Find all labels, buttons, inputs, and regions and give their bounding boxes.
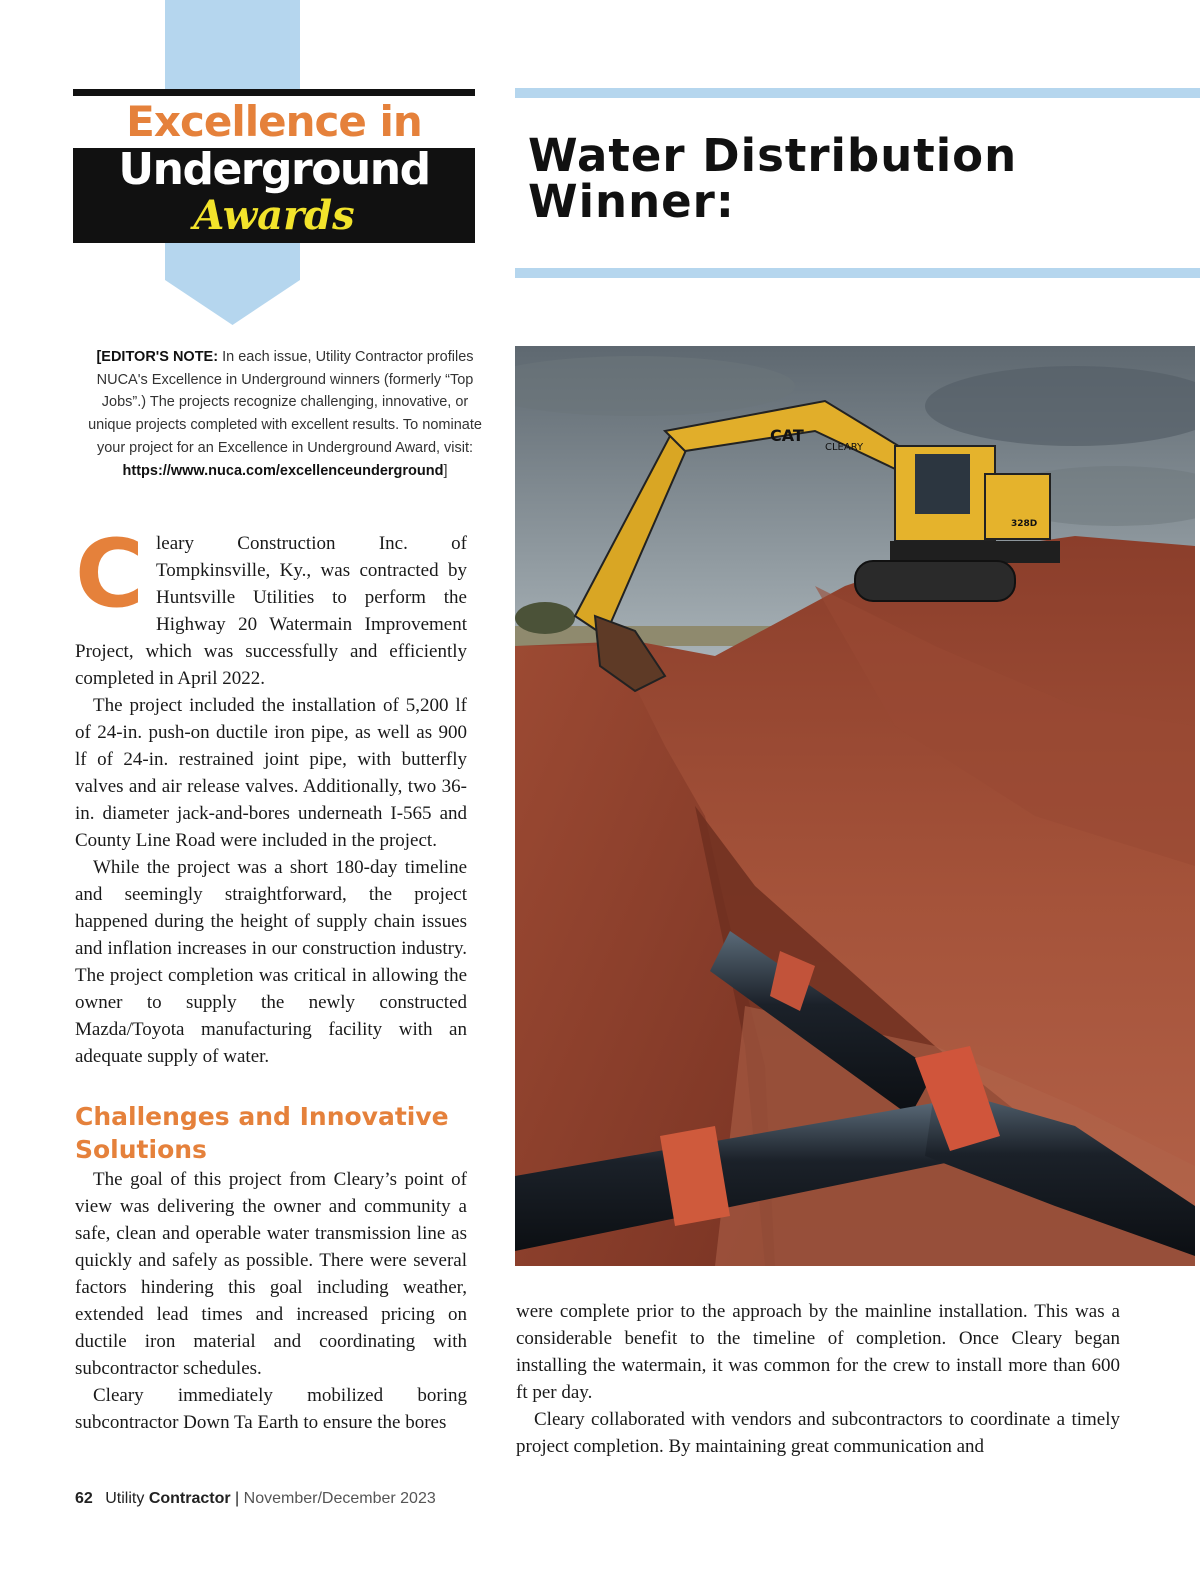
issue-date: November/December 2023	[243, 1490, 436, 1507]
excavator-brand-label: CAT	[770, 426, 804, 445]
editors-note-url[interactable]: https://www.nuca.com/excellenceunderground	[122, 462, 444, 479]
section-heading-challenges: Challenges and Innovative Solutions	[75, 1102, 449, 1164]
logo-line-underground: Underground	[118, 144, 430, 195]
article-paragraph-6: were complete prior to the approach by the mainline installation. This was a considerable benefit to the timeline of completion. Once Cleary began installing the watermain, it was common for the crew to install more than 600 ft per day.	[516, 1301, 1120, 1403]
editors-note-text: In each issue, Utility Contractor profiles NUCA's Excellence in Underground winners (formerly “Top Jobs”.) The projects recognize challenging, innovative, or unique projects completed with excellent results. To nominate your project for an Excellence in Underground Award, visit:	[88, 349, 482, 456]
article-paragraph-7: Cleary collaborated with vendors and subcontractors to coordinate a timely project completion. By maintaining great communication and	[516, 1409, 1120, 1457]
logo-line-awards: Awards	[193, 192, 355, 239]
article-paragraph-2: The project included the installation of 5,200 lf of 24-in. push-on ductile iron pipe, as well as 900 lf of 24-in. restrained joint pipe, with butterfly valves and air release valves. Additionally, two 36-in. diameter jack-and-bores underneath I-565 and County Line Road were included in the project.	[75, 695, 467, 851]
article-paragraph-1	[75, 520, 467, 692]
magazine-name-a: Utility	[105, 1490, 145, 1507]
logo-line-excellence: Excellence in	[126, 97, 422, 146]
article-paragraph-5: Cleary immediately mobilized boring subcontractor Down Ta Earth to ensure the bores	[75, 1385, 467, 1433]
page-footer	[75, 1490, 436, 1508]
article-paragraph-4: The goal of this project from Cleary’s point of view was delivering the owner and community a safe, clean and operable water transmission line as quickly and safely as possible. There were several factors hindering this goal including weather, extended lead times and increased pricing on ductile iron material and coordinating with subcontractor schedules.	[75, 1169, 467, 1379]
editors-note-close: ]	[443, 462, 448, 479]
article-paragraph-3: While the project was a short 180-day timeline and seemingly straightforward, the project happened during the height of supply chain issues and inflation increases in our construction industry. The project completion was critical in allowing the owner to supply the newly constructed Mazda/Toyota manufacturing facility with an adequate supply of water.	[75, 857, 467, 1067]
magazine-name-b: Contractor	[148, 1490, 231, 1507]
drop-cap: C	[75, 520, 144, 629]
awards-logo	[73, 89, 475, 243]
excavator-model-label: 328D	[1011, 519, 1038, 529]
editors-note-label: [EDITOR'S NOTE:	[96, 349, 219, 365]
footer-separator: |	[235, 1490, 240, 1507]
headline-top-rule	[515, 88, 1200, 98]
excavator-trench-photo	[515, 346, 1195, 1266]
article-paragraph-1-text: leary Construction Inc. of Tompkinsville, Ky., was contracted by Huntsville Utilities to perform the Highway 20 Watermain Improvement Project, which was successfully and efficiently completed in April 2022.	[75, 533, 467, 689]
editors-note	[80, 346, 490, 482]
page-number: 62	[75, 1490, 93, 1507]
excavator-owner-label: CLEARY	[825, 442, 864, 453]
headline-bottom-rule	[515, 268, 1200, 278]
page-headline: Water Distribution Winner:	[528, 129, 1018, 228]
article-column-right	[516, 1298, 1120, 1460]
article-column-left	[75, 520, 467, 1436]
